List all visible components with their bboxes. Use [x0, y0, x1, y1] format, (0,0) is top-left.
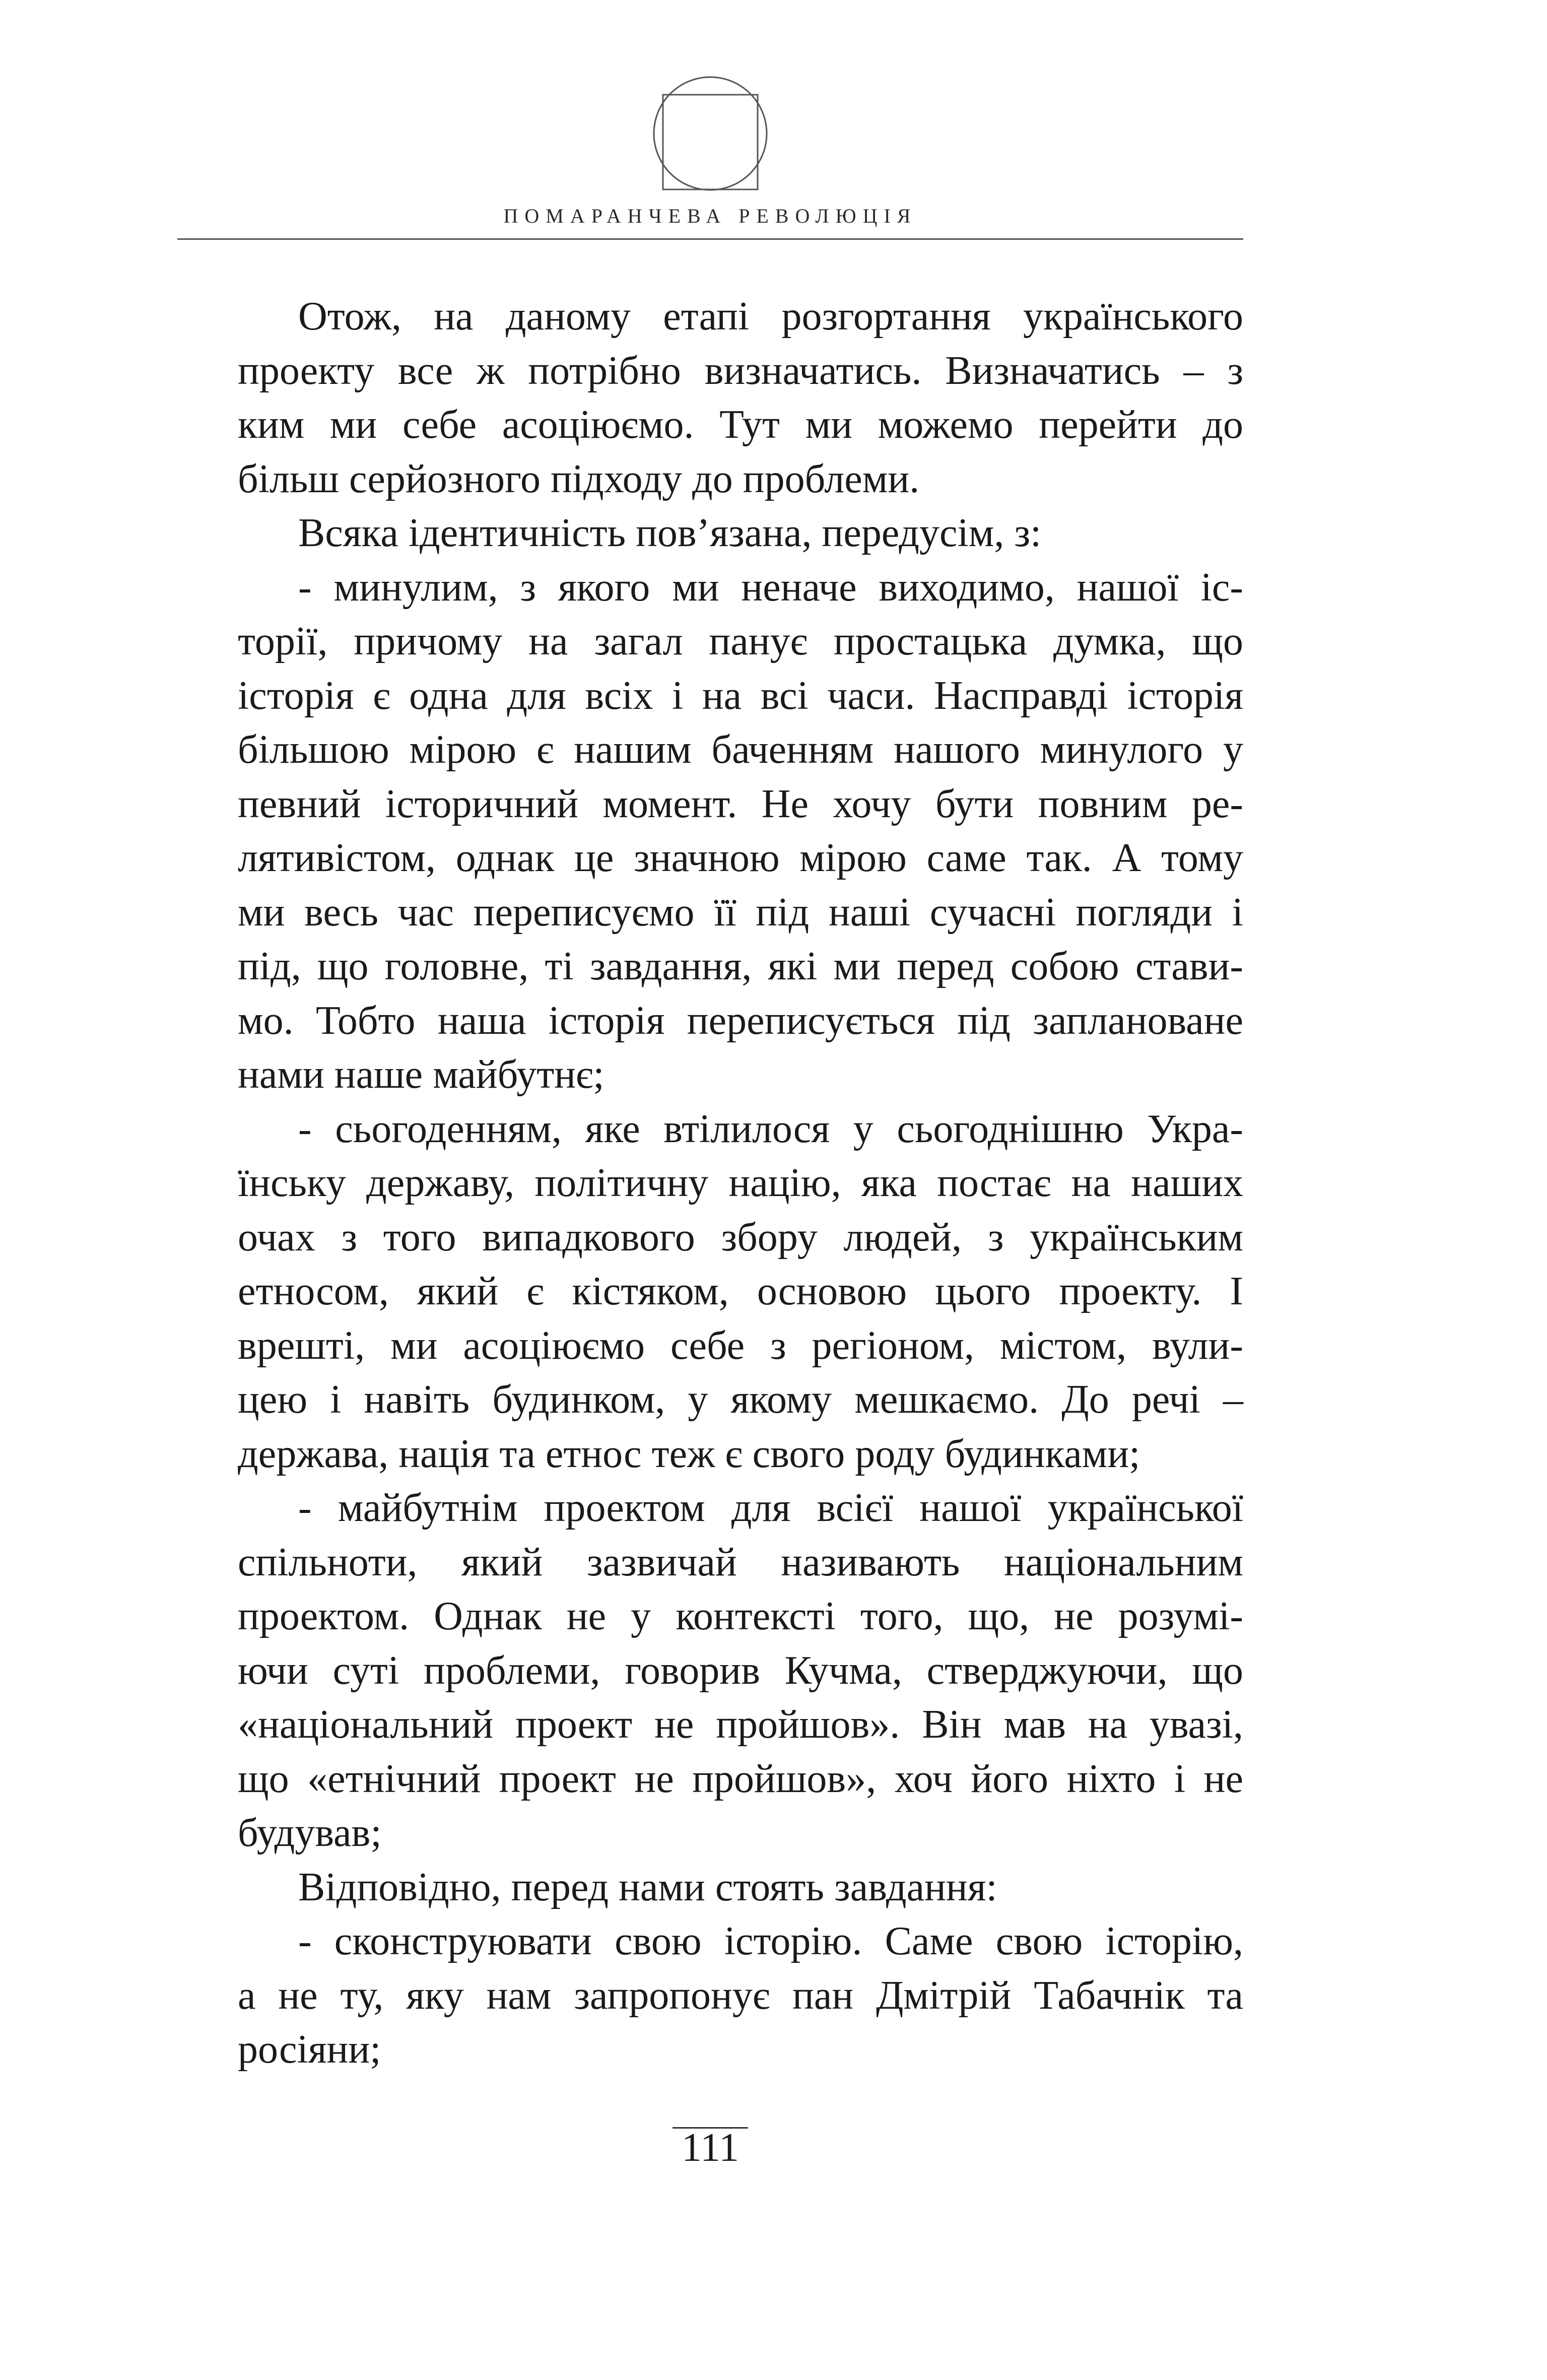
body-text — [177, 290, 1243, 2077]
text-line: під, що головне, ті завдання, які ми перед собою стави- — [238, 944, 1243, 988]
paragraph — [177, 506, 1243, 561]
running-header: ПОМАРАНЧЕВА РЕВОЛЮЦІЯ — [503, 205, 917, 227]
text-line: держава, нація та етнос теж є свого роду будинками; — [238, 1431, 1140, 1476]
text-line: спільноти, який зазвичай називають національним — [238, 1540, 1243, 1584]
text-line: - сконструювати свою історію. Саме свою історію, — [298, 1919, 1243, 1963]
text-line: Отож, на даному етапі розгортання українського — [298, 294, 1243, 339]
text-line: ми весь час переписуємо її під наші сучасні погляди і — [238, 890, 1243, 935]
text-line: Всяка ідентичність пов’язана, передусім, з: — [298, 511, 1042, 555]
text-line: будував; — [238, 1811, 382, 1855]
text-line: ючи суті проблеми, говорив Кучма, стверджуючи, що — [238, 1648, 1243, 1693]
text-line: мо. Тобто наша історія переписується під заплановане — [238, 998, 1243, 1043]
text-line: торії, причому на загал панує простацька думка, що — [238, 619, 1243, 664]
text-line: їнську державу, політичну націю, яка постає на наших — [238, 1161, 1243, 1205]
text-line: проекту все ж потрібно визначатись. Визначатись – з — [238, 348, 1243, 393]
text-line: проектом. Однак не у контексті того, що, не розумі- — [238, 1594, 1243, 1638]
text-line: ким ми себе асоціюємо. Тут ми можемо перейти до — [238, 403, 1243, 447]
page-number: 111 — [681, 2126, 739, 2170]
text-line: росіяни; — [238, 2027, 381, 2072]
text-line: що «етнічний проект не пройшов», хоч його ніхто і не — [238, 1756, 1243, 1801]
text-line: більшою мірою є нашим баченням нашого минулого у — [238, 728, 1243, 772]
circle-square-emblem-icon — [652, 76, 768, 191]
text-line: а не ту, яку нам запропонує пан Дмітрій Табачнік та — [238, 1973, 1243, 2018]
text-line: певний історичний момент. Не хочу бути повним ре- — [238, 781, 1243, 826]
text-line: Відповідно, перед нами стоять завдання: — [298, 1865, 997, 1909]
paragraph — [177, 290, 1243, 506]
text-line: - минулим, з якого ми неначе виходимо, нашої іс- — [298, 565, 1243, 610]
text-line: етносом, який є кістяком, основою цього проекту. І — [238, 1269, 1243, 1313]
paragraph — [177, 1861, 1243, 1915]
paragraph — [177, 561, 1243, 1102]
text-line: врешті, ми асоціюємо себе з регіоном, містом, вули- — [238, 1323, 1243, 1368]
text-line: більш серйозного підходу до проблеми. — [238, 456, 920, 501]
paragraph — [177, 1481, 1243, 1861]
text-line: - сьогоденням, яке втілилося у сьогоднішню Укра- — [298, 1106, 1243, 1151]
header-divider — [177, 238, 1243, 240]
text-line: «національний проект не пройшов». Він мав на увазі, — [238, 1702, 1243, 1747]
text-line: історія є одна для всіх і на всі часи. Насправді історія — [238, 673, 1243, 718]
paragraph — [177, 1102, 1243, 1482]
text-line: нами наше майбутнє; — [238, 1052, 604, 1097]
paragraph — [177, 1914, 1243, 2077]
text-line: очах з того випадкового збору людей, з українським — [238, 1215, 1243, 1260]
text-line: лятивістом, однак це значною мірою саме так. А тому — [238, 836, 1243, 880]
text-line: цею і навіть будинком, у якому мешкаємо. До речі – — [238, 1377, 1243, 1422]
text-line: - майбутнім проектом для всієї нашої української — [298, 1486, 1243, 1530]
